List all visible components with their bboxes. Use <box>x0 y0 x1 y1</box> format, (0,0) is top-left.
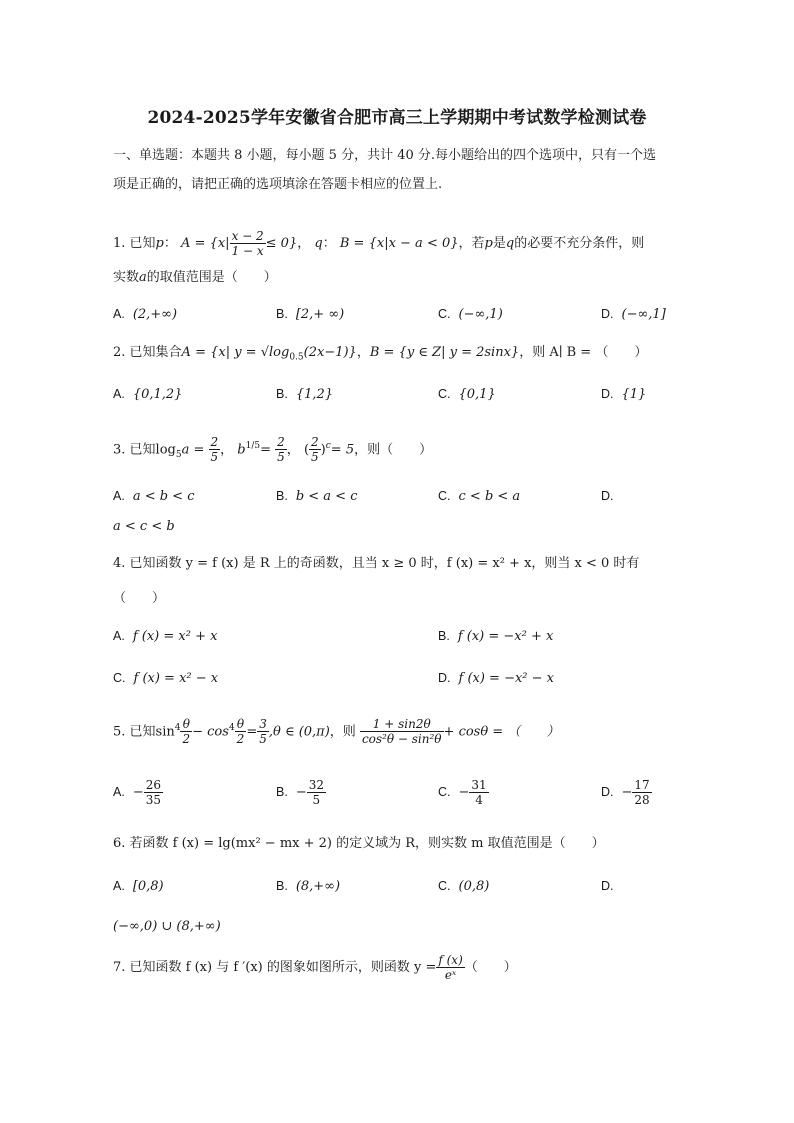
q6-option-d[interactable]: D. <box>601 879 614 893</box>
q4-option-d[interactable]: D. f (x) = −x² − x <box>438 671 555 686</box>
question-1-line2: 实数a的取值范围是（ ） <box>113 270 277 285</box>
question-1-stem: 1. 已知p： A = {x| $\frac{x - 2}{1 - x}$ ≤ 0}， q： B = {x|x − a < 0}，若p是q的必要不充分条件，则 <box>113 229 645 258</box>
q5-option-d[interactable]: D. − $\frac{17}{28}$ <box>601 778 650 807</box>
q5-option-b[interactable]: B. − $\frac{32}{5}$ <box>276 778 324 807</box>
q1-option-d[interactable]: D. (−∞,1] <box>601 307 666 322</box>
q1-option-b[interactable]: B. [2,+ ∞) <box>276 307 345 322</box>
q3-option-c[interactable]: C. c < b < a <box>438 489 521 504</box>
question-7-stem: 7. 已知函数 f (x) 与 f ′(x) 的图象如图所示，则函数 y = $\frac{f (x)}{\text{eˣ}}$ （ ） <box>113 953 517 982</box>
section-intro-line2: 项是正确的，请把正确的选项填涂在答题卡相应的位置上. <box>113 177 443 192</box>
q1-set-a: A = {x| $\frac{x - 2}{1 - x}$ ≤ 0} <box>181 229 298 258</box>
q4-option-c[interactable]: C. f (x) = x² − x <box>113 671 219 686</box>
q3-option-b[interactable]: B. b < a < c <box>276 489 358 504</box>
q2-option-b[interactable]: B. {1,2} <box>276 387 334 402</box>
question-4-line2: （ ） <box>113 591 166 606</box>
q2-option-c[interactable]: C. {0,1} <box>438 387 496 402</box>
q5-option-c[interactable]: C. − $\frac{31}{4}$ <box>438 778 487 807</box>
question-3-stem: 3. 已知$\log_5a$ = $\frac{2}{5}$ ， $b^{1/5}=$ $\frac{2}{5}$ ， ( $\frac{2}{5}$ )$^c$= 5，则（ ） <box>113 435 433 465</box>
q6-option-a[interactable]: A. [0,8) <box>113 879 164 894</box>
q1-set-b: B = {x|x − a < 0} <box>339 236 459 251</box>
question-2-stem: 2. 已知集合A = {x| $y = √\log_{0.5}(2x-1)$}，B = {y ∈ Z| y = 2sinx}，则 A∣ B = （ ） <box>113 345 648 363</box>
q4-option-b[interactable]: B. f (x) = −x² + x <box>438 629 554 644</box>
q1-pre: 1. 已知 <box>113 236 156 251</box>
q1-option-a[interactable]: A. (2,+∞) <box>113 307 178 322</box>
q5-option-a[interactable]: A. − $\frac{26}{35}$ <box>113 778 161 807</box>
q2-option-a[interactable]: A. {0,1,2} <box>113 387 183 402</box>
question-6-stem: 6. 若函数 f (x) = lg(mx² − mx + 2) 的定义域为 R，则实数 m 取值范围是（ ） <box>113 836 605 851</box>
question-4-stem: 4. 已知函数 y = f (x) 是 R 上的奇函数，且当 x ≥ 0 时，f (x) = x² + x，则当 x < 0 时有 <box>113 556 640 571</box>
q2-option-d[interactable]: D. {1} <box>601 387 647 402</box>
section-intro-line1: 一、单选题：本题共 8 小题，每小题 5 分，共计 40 分.每小题给出的四个选项中，只有一个选 <box>113 148 657 163</box>
q3-option-a[interactable]: A. a < b < c <box>113 489 195 504</box>
q3-option-d-text[interactable]: a < c < b <box>113 519 175 534</box>
q6-option-d-text[interactable]: (−∞,0) ∪ (8,+∞) <box>113 919 221 934</box>
question-5-stem: 5. 已知$\sin^4$ $\frac{\theta}{2}$ − $\cos^4$ $\frac{\theta}{2}$ = $\frac{3}{5}$ ,θ ∈ (0,π)，则 $\frac{1 + \sin 2\theta}{\text{cos²θ − sin²θ}}$ + cosθ = （ ） <box>113 717 560 747</box>
q6-option-b[interactable]: B. (8,+∞) <box>276 879 341 894</box>
q6-option-c[interactable]: C. (0,8) <box>438 879 490 894</box>
q4-option-a[interactable]: A. f (x) = x² + x <box>113 629 218 644</box>
page-title: 2024-2025学年安徽省合肥市高三上学期期中考试数学检测试卷 <box>147 108 647 128</box>
q1-option-c[interactable]: C. (−∞,1) <box>438 307 503 322</box>
q3-option-d[interactable]: D. <box>601 489 614 503</box>
